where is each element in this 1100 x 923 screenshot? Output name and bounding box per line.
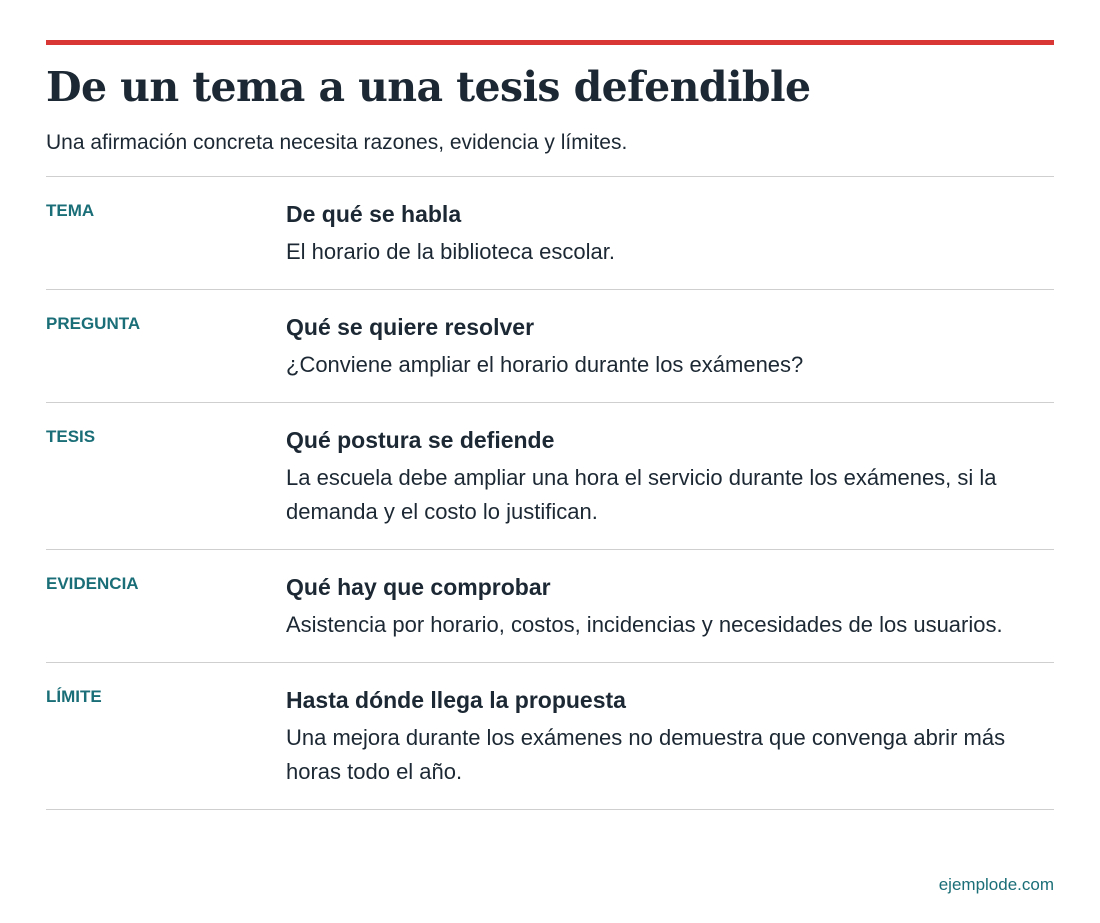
row-body [286,663,1054,809]
row-heading: Qué hay que comprobar [286,574,551,600]
row-body [286,403,1054,549]
row-body [286,550,1054,662]
list-item-tesis [46,403,1054,550]
row-label: PREGUNTA [46,314,141,333]
source-credit: ejemplode.com [938,875,1054,894]
row-text: Una mejora durante los exámenes no demuestra que convenga abrir más horas todo el año. [286,725,1006,784]
list-item-evidencia [46,550,1054,663]
row-label: LÍMITE [46,687,102,706]
page-subtitle: Una afirmación concreta necesita razones, evidencia y límites. [46,131,628,154]
list-item-pregunta [46,290,1054,403]
row-text: La escuela debe ampliar una hora el servicio durante los exámenes, si la demanda y el costo lo justifican. [286,465,997,524]
accent-rule [46,40,1054,45]
row-label: EVIDENCIA [46,574,139,593]
page-title: De un tema a una tesis defendible [46,63,811,111]
row-label: TESIS [46,427,96,446]
row-heading: Hasta dónde llega la propuesta [286,687,626,713]
row-text: El horario de la biblioteca escolar. [286,239,615,264]
list-item-tema [46,177,1054,290]
row-text: Asistencia por horario, costos, incidencias y necesidades de los usuarios. [286,612,1003,637]
row-body [286,177,1054,289]
list-item-limite [46,663,1054,810]
row-heading: Qué postura se defiende [286,427,555,453]
row-label: TEMA [46,201,95,220]
row-heading: Qué se quiere resolver [286,314,535,340]
row-body [286,290,1054,402]
concept-list [46,176,1054,810]
row-text: ¿Conviene ampliar el horario durante los exámenes? [286,352,804,377]
row-heading: De qué se habla [286,201,462,227]
